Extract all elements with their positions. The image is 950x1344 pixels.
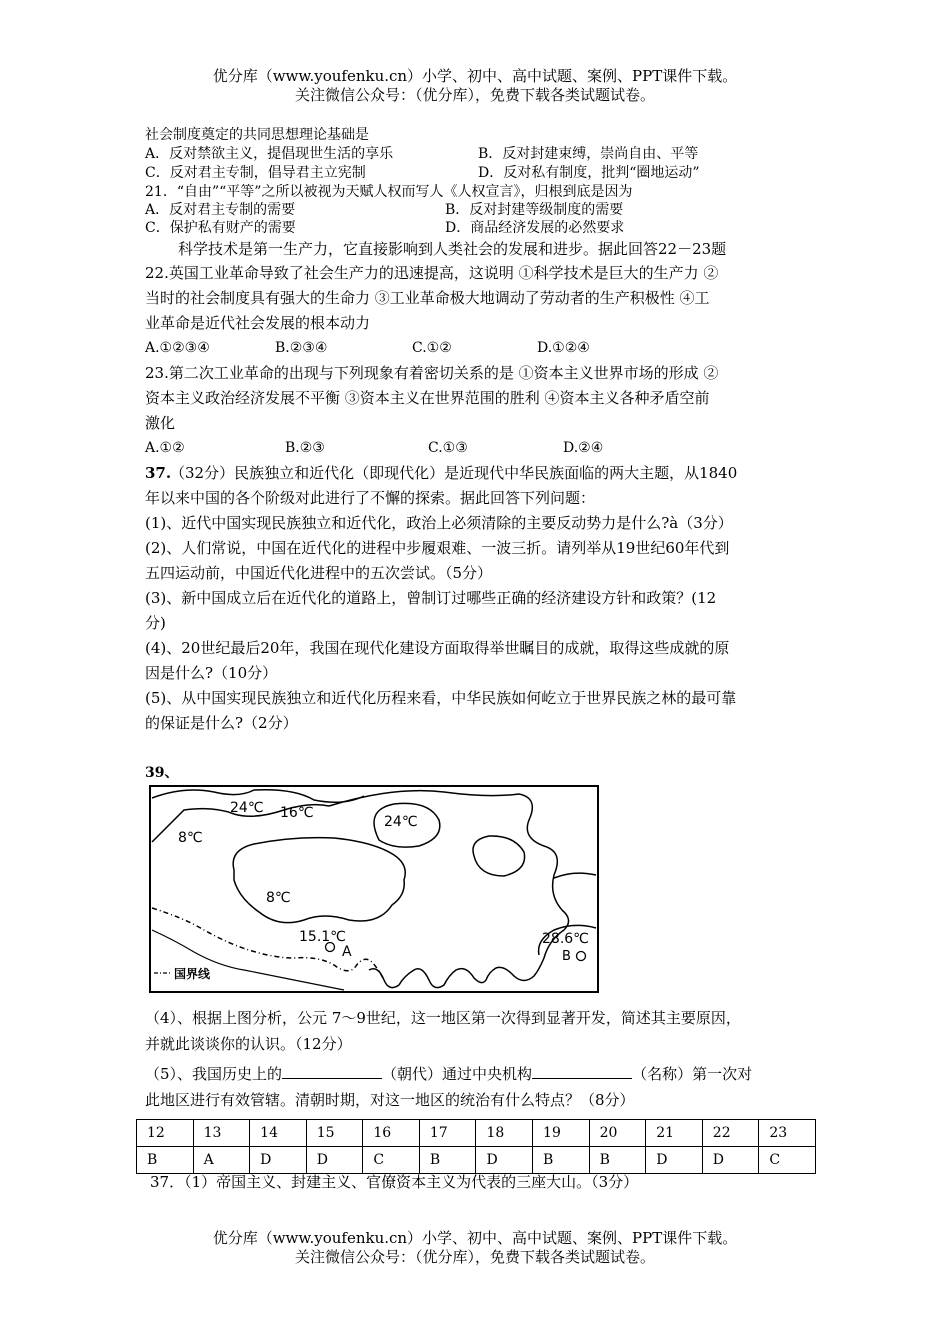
q23-option-a: A.①② bbox=[145, 440, 185, 456]
agency-blank bbox=[532, 1064, 632, 1079]
header-line-2: 关注微信公众号：（优分库），免费下载各类试题试卷。 bbox=[294, 86, 655, 104]
answer-letter: A bbox=[193, 1147, 250, 1174]
answer-numbers-row bbox=[137, 1120, 816, 1147]
q37-part-3b: 分) bbox=[145, 614, 166, 632]
intro-22-23: 科学技术是第一生产力，它直接影响到人类社会的发展和进步。据此回答22－23题 bbox=[178, 240, 727, 258]
q20-option-c: C．反对君主专制，倡导君主立宪制 bbox=[145, 165, 366, 181]
q37-part-5b: 的保证是什么?（2分） bbox=[145, 714, 298, 732]
q20-option-d: D．反对私有制度，批判“圈地运动” bbox=[478, 165, 700, 181]
q39-part-5a-text-2: （朝代）通过中央机构 bbox=[382, 1065, 533, 1083]
q37-part-5a: (5)、从中国实现民族独立和近代化历程来看，中华民族如何屹立于世界民族之林的最可靠 bbox=[145, 689, 737, 707]
label-15c: 15.1℃ bbox=[299, 929, 346, 945]
answer-letter: B bbox=[533, 1147, 590, 1174]
answer-letter: C bbox=[363, 1147, 420, 1174]
footer-line-1: 优分库（www.youfenku.cn）小学、初中、高中试题、案例、PPT课件下载。 bbox=[212, 1229, 738, 1247]
q37-line-1: （32分）民族独立和近代化（即现代化）是近现代中华民族面临的两大主题，从1840 bbox=[170, 464, 738, 482]
q39-part-4a: （4）、根据上图分析，公元 7～9世纪，这一地区第一次得到显著开发，简述其主要原因， bbox=[145, 1009, 741, 1027]
q39-part-5a-text-1: （5）、我国历史上的 bbox=[145, 1065, 283, 1083]
q37-part-4a: (4)、20世纪最后20年，我国在现代化建设方面取得举世瞩目的成就，取得这些成就的原 bbox=[145, 639, 730, 657]
q21-option-a: A．反对君主专制的需要 bbox=[145, 202, 296, 218]
q22-option-b: B.②③④ bbox=[275, 340, 328, 356]
label-8c-b: 8℃ bbox=[266, 890, 291, 906]
label-16c: 16℃ bbox=[280, 805, 314, 821]
q37-part-3a: (3)、新中国成立后在近代化的道路上，曾制订过哪些正确的经济建设方针和政策？(12 bbox=[145, 589, 717, 607]
q22-option-a: A.①②③④ bbox=[145, 340, 210, 356]
answer-number: 16 bbox=[363, 1120, 420, 1147]
q20-stem: 社会制度奠定的共同思想理论基础是 bbox=[145, 127, 369, 143]
answer-letter: B bbox=[589, 1147, 646, 1174]
answer-number: 23 bbox=[759, 1120, 816, 1147]
answer-37: 37．（1）帝国主义、封建主义、官僚资本主义为代表的三座大山。（3分） bbox=[150, 1173, 639, 1191]
q23-option-c: C.①③ bbox=[428, 440, 468, 456]
answer-number: 12 bbox=[137, 1120, 194, 1147]
q23-line-3: 激化 bbox=[145, 414, 176, 432]
answer-letter: D bbox=[250, 1147, 307, 1174]
q22-line-2: 当时的社会制度具有强大的生命力 ③工业革命极大地调动了劳动者的生产积极性 ④工 bbox=[145, 289, 710, 307]
answer-number: 17 bbox=[419, 1120, 476, 1147]
answer-letter: C bbox=[759, 1147, 816, 1174]
answer-letter: D bbox=[702, 1147, 759, 1174]
label-24c-b: 24℃ bbox=[384, 814, 418, 830]
answer-table bbox=[136, 1119, 816, 1174]
answer-letter: D bbox=[306, 1147, 363, 1174]
label-point-a: A bbox=[342, 944, 352, 960]
answer-number: 13 bbox=[193, 1120, 250, 1147]
q23-option-b: B.②③ bbox=[285, 440, 325, 456]
answer-number: 14 bbox=[250, 1120, 307, 1147]
q37-line-2: 年以来中国的各个阶级对此进行了不懈的探索。据此回答下列问题： bbox=[145, 489, 596, 507]
q37-number: 37. bbox=[145, 464, 172, 482]
answer-letter: D bbox=[646, 1147, 703, 1174]
answer-number: 22 bbox=[702, 1120, 759, 1147]
q22-option-d: D.①②④ bbox=[537, 340, 590, 356]
q22-line-1: 22.英国工业革命导致了社会生产力的迅速提高，这说明 ①科学技术是巨大的生产力 ② bbox=[145, 264, 719, 282]
answer-number: 15 bbox=[306, 1120, 363, 1147]
q20-option-b: B．反对封建束缚，崇尚自由、平等 bbox=[478, 146, 699, 162]
q22-option-c: C.①② bbox=[412, 340, 452, 356]
dynasty-blank bbox=[282, 1064, 382, 1079]
q21-option-d: D．商品经济发展的必然要求 bbox=[445, 220, 625, 236]
answer-number: 21 bbox=[646, 1120, 703, 1147]
answer-letter: B bbox=[137, 1147, 194, 1174]
footer-line-2: 关注微信公众号：（优分库），免费下载各类试题试卷。 bbox=[294, 1248, 655, 1266]
label-8c-a: 8℃ bbox=[178, 830, 203, 846]
answer-number: 18 bbox=[476, 1120, 533, 1147]
label-28c: 28.6℃ bbox=[542, 931, 589, 947]
q20-option-a: A．反对禁欲主义，提倡现世生活的享乐 bbox=[145, 146, 394, 162]
q39-part-5a bbox=[145, 1062, 752, 1086]
q23-option-d: D.②④ bbox=[563, 440, 604, 456]
q37-part-1: (1)、近代中国实现民族独立和近代化，政治上必须清除的主要反动势力是什么?à（3分） bbox=[145, 514, 733, 532]
q39-part-5b: 此地区进行有效管辖。清朝时期，对这一地区的统治有什么特点？（8分） bbox=[145, 1091, 635, 1109]
q21-option-b: B．反对封建等级制度的需要 bbox=[445, 202, 624, 218]
q23-line-2: 资本主义政治经济发展不平衡 ③资本主义在世界范围的胜利 ④资本主义各种矛盾空前 bbox=[145, 389, 710, 407]
q23-line-1: 23.第二次工业革命的出现与下列现象有着密切关系的是 ①资本主义世界市场的形成 ② bbox=[145, 364, 719, 382]
answer-number: 19 bbox=[533, 1120, 590, 1147]
q37-part-2b: 五四运动前，中国近代化进程中的五次尝试。（5分） bbox=[145, 564, 493, 582]
answer-number: 20 bbox=[589, 1120, 646, 1147]
q37-part-4b: 因是什么?（10分） bbox=[145, 664, 278, 682]
label-24c-a: 24℃ bbox=[230, 800, 264, 816]
q21-stem: 21．“自由”“平等”之所以被视为天赋人权而写人《人权宣言》，归根到底是因为 bbox=[145, 184, 633, 200]
label-point-b: B bbox=[562, 949, 571, 964]
q39-number: 39、 bbox=[145, 765, 179, 781]
header-line-1: 优分库（www.youfenku.cn）小学、初中、高中试题、案例、PPT课件下载。 bbox=[212, 67, 738, 85]
q22-line-3: 业革命是近代社会发展的根本动力 bbox=[145, 314, 371, 332]
q21-option-c: C．保护私有财产的需要 bbox=[145, 220, 296, 236]
q37-part-2a: (2)、人们常说，中国在近代化的进程中步履艰难、一波三折。请列举从19世纪60年代到 bbox=[145, 539, 730, 557]
legend-label: 国界线 bbox=[174, 967, 211, 981]
isotherm-map bbox=[144, 780, 604, 998]
answer-letter: D bbox=[476, 1147, 533, 1174]
answer-letter: B bbox=[419, 1147, 476, 1174]
q39-part-4b: 并就此谈谈你的认识。（12分） bbox=[145, 1035, 352, 1053]
q39-part-5a-text-3: （名称）第一次对 bbox=[632, 1065, 753, 1083]
